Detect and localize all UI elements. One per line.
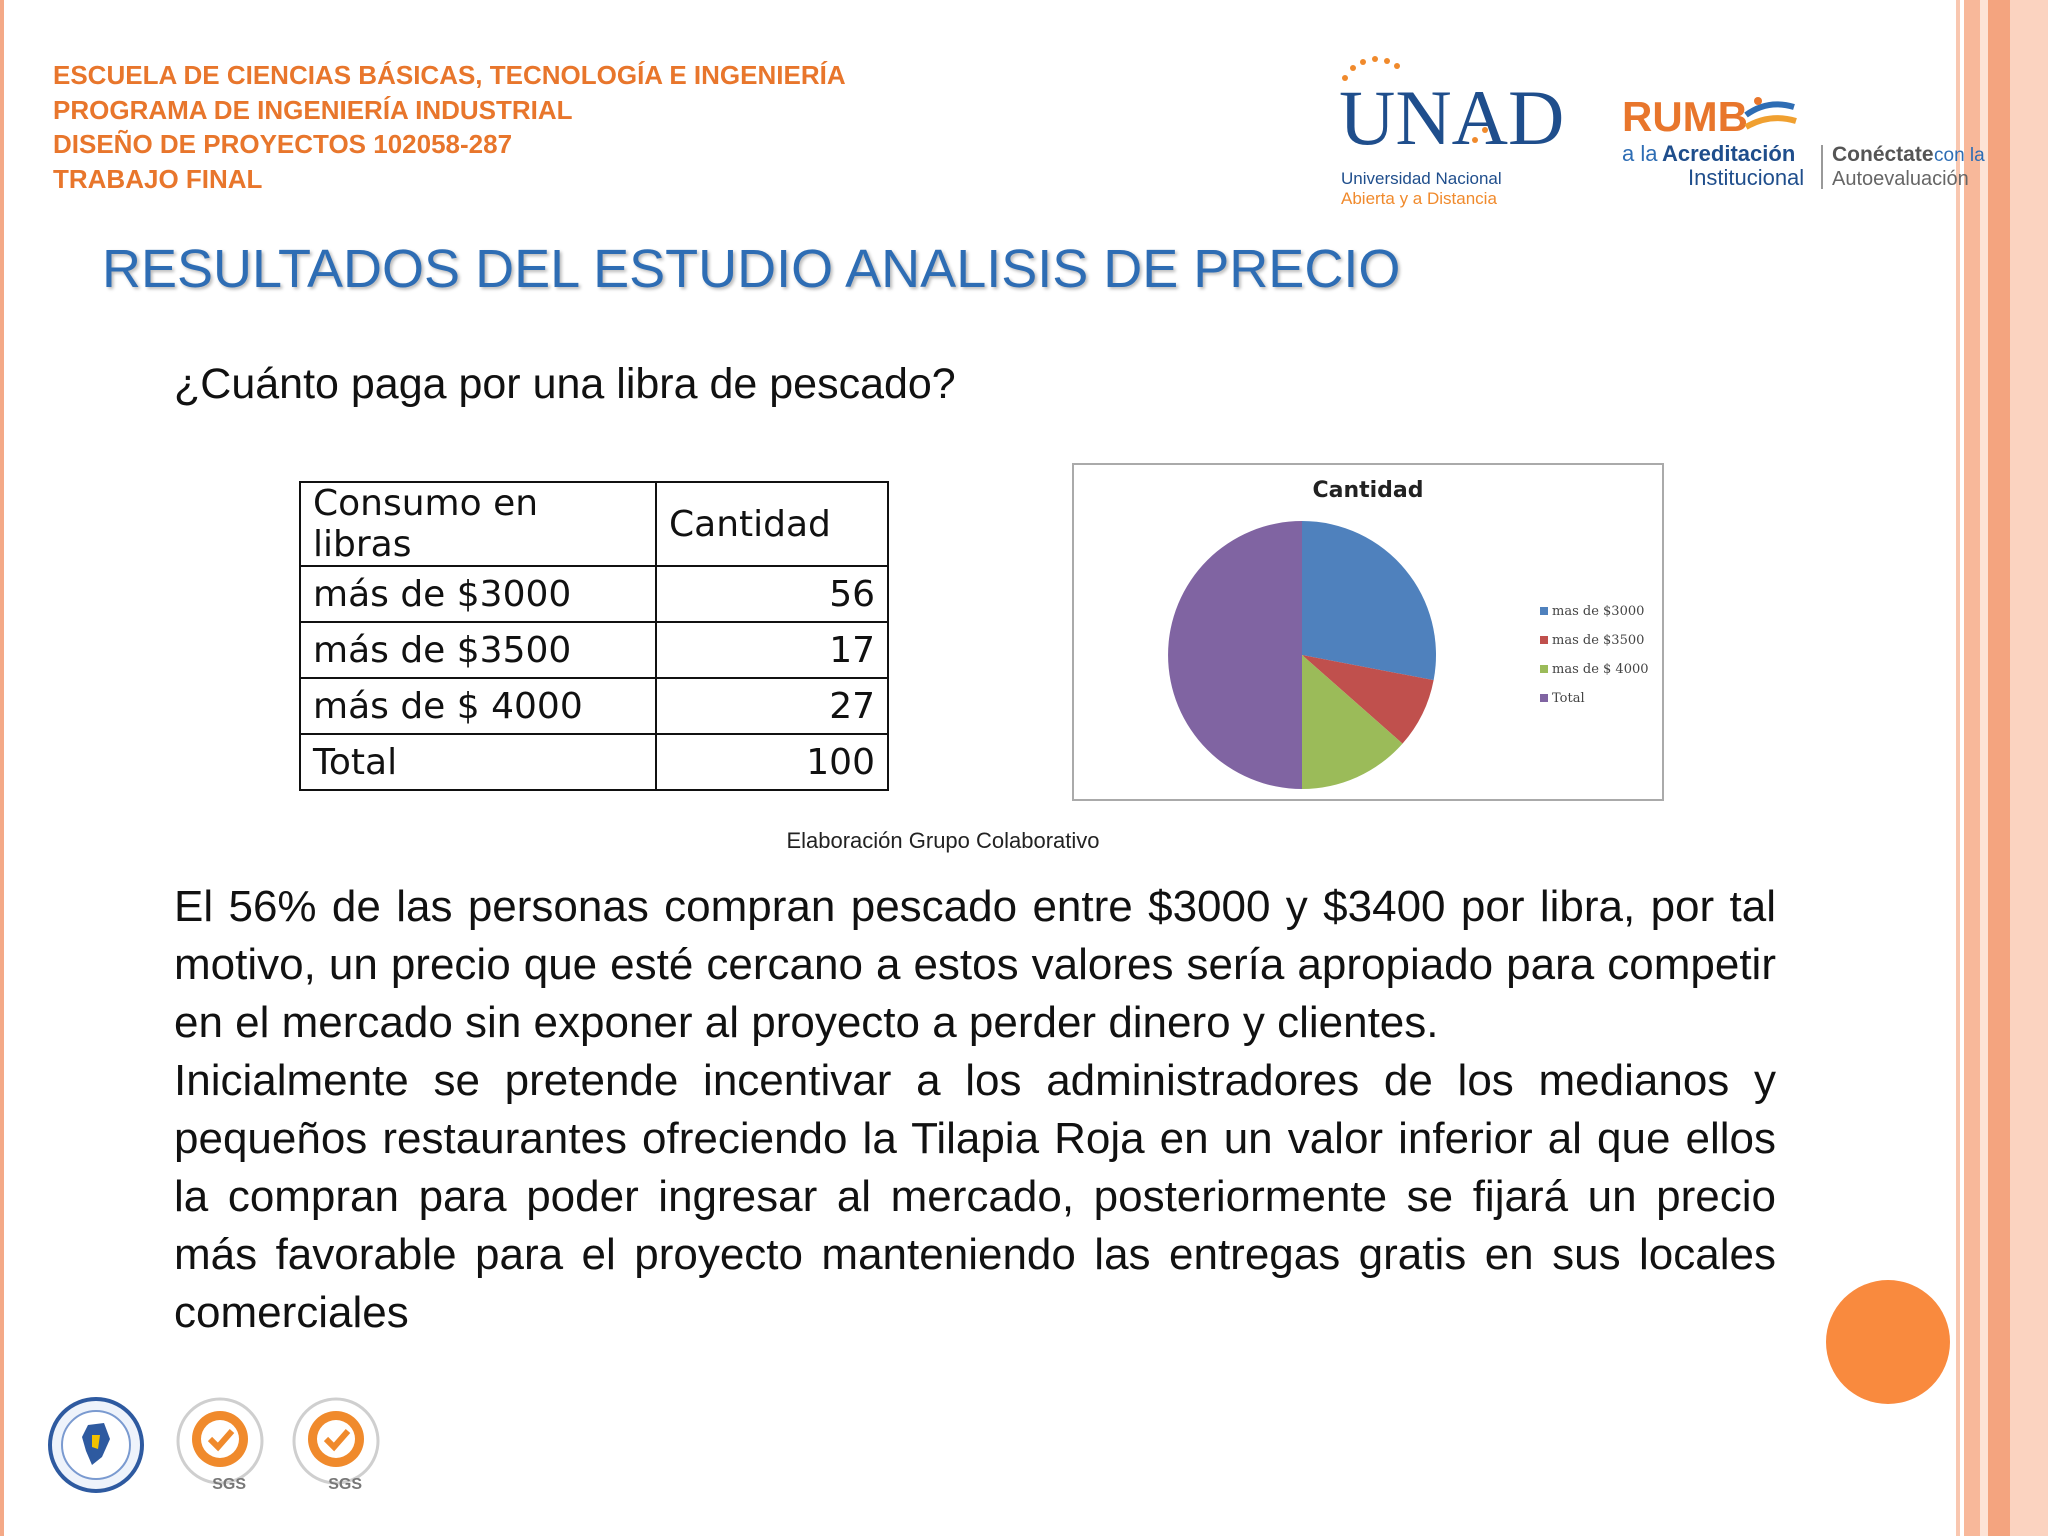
legend-label: Total [1552, 691, 1585, 706]
conclusion-paragraph: Inicialmente se pretende incentivar a los administradores de los medianos y pequeños restaurantes ofreciendo la Tilapia Roja en un valor inferior al que ellos la compran para poder ingresar al mercado, posteriormente se fijará un precio más favorable para el proyecto manteniendo las entregas gratis en sus locales comerciales [174, 1056, 1776, 1337]
colombia-seal-icon [46, 1395, 146, 1495]
legend-swatch [1540, 694, 1548, 702]
right-border-stripe [1988, 0, 2010, 1536]
table-header-row [300, 482, 888, 566]
rumbo-logo-main-text: RUMB [1622, 93, 1748, 140]
table-cell-label: Total [300, 734, 656, 790]
conectate-logo-bold: Conéctate [1832, 143, 1934, 166]
legend-swatch [1540, 636, 1548, 644]
institution-header [53, 58, 846, 196]
legend-swatch [1540, 607, 1548, 615]
legend-label: mas de $3000 [1552, 604, 1645, 619]
table-header-cell: Cantidad [656, 482, 888, 566]
decorative-orange-circle [1826, 1280, 1950, 1404]
sgs-seal-text: SGS [212, 1476, 246, 1493]
survey-question: ¿Cuánto paga por una libra de pescado? [174, 360, 956, 408]
pie-slice [1302, 521, 1436, 680]
source-caption: Elaboración Grupo Colaborativo [786, 828, 1100, 853]
table-cell-value: 27 [656, 678, 888, 734]
table-row [300, 678, 888, 734]
table-cell-value: 56 [656, 566, 888, 622]
header-line-school: ESCUELA DE CIENCIAS BÁSICAS, TECNOLOGÍA E INGENIERÍA [53, 60, 846, 90]
table-header-cell: Consumo en libras [300, 482, 656, 566]
conclusion-paragraph: El 56% de las personas compran pescado entre $3000 y $3400 por libra, por tal motivo, un precio que esté cercano a estos valores sería apropiado para competir en el mercado sin exponer al proyecto a perder dinero y clientes. [174, 882, 1776, 1047]
table-cell-value: 17 [656, 622, 888, 678]
right-border-stripe [1964, 0, 1980, 1536]
legend-label: mas de $ 4000 [1552, 662, 1649, 677]
unad-logo-line1: Universidad Nacional [1341, 169, 1502, 188]
header-line-program: PROGRAMA DE INGENIERÍA INDUSTRIAL [53, 94, 573, 125]
pie-chart [1072, 463, 1664, 801]
right-border-stripe [1956, 0, 1960, 1536]
sgs-certification-seal-icon [170, 1395, 270, 1495]
unad-logo [1335, 52, 1565, 212]
pie-chart-svg [1074, 465, 1662, 799]
conclusion-text [174, 878, 1776, 1342]
unad-logo-main-text: UNAD [1339, 74, 1565, 161]
header-line-assignment: TRABAJO FINAL [53, 163, 263, 194]
sgs-certification-seal-icon [286, 1395, 386, 1495]
table-cell-value: 100 [656, 734, 888, 790]
pie-slice [1168, 521, 1302, 789]
rumbo-logo-sub: Institucional [1688, 165, 1805, 190]
chart-title: Cantidad [1312, 478, 1424, 503]
slide-title: RESULTADOS DEL ESTUDIO ANALISIS DE PRECIO [102, 239, 1401, 299]
left-edge-stripe [0, 0, 4, 1536]
right-border-stripe [2010, 0, 2048, 1536]
price-table [299, 481, 889, 791]
rumbo-swirl-icon [1746, 97, 1796, 127]
unad-logo-line2: Abierta y a Distancia [1341, 189, 1497, 208]
rumbo-logo-bold: Acreditación [1662, 141, 1796, 166]
conectate-logo-sub: Autoevaluación [1832, 168, 1969, 190]
rumbo-acreditacion-logo [1618, 85, 2018, 195]
legend-swatch [1540, 665, 1548, 673]
rumbo-logo-prefix: a la [1622, 141, 1658, 166]
right-border-stripe [1980, 0, 1988, 1536]
sgs-seal-text: SGS [328, 1476, 362, 1493]
table-cell-label: más de $3000 [300, 566, 656, 622]
table-cell-label: más de $3500 [300, 622, 656, 678]
table-cell-label: más de $ 4000 [300, 678, 656, 734]
header-line-course: DISEÑO DE PROYECTOS 102058-287 [53, 129, 513, 159]
table-row [300, 622, 888, 678]
table-row [300, 566, 888, 622]
conectate-logo-small: con la [1934, 145, 1985, 166]
table-row [300, 734, 888, 790]
legend-label: mas de $3500 [1552, 633, 1645, 648]
